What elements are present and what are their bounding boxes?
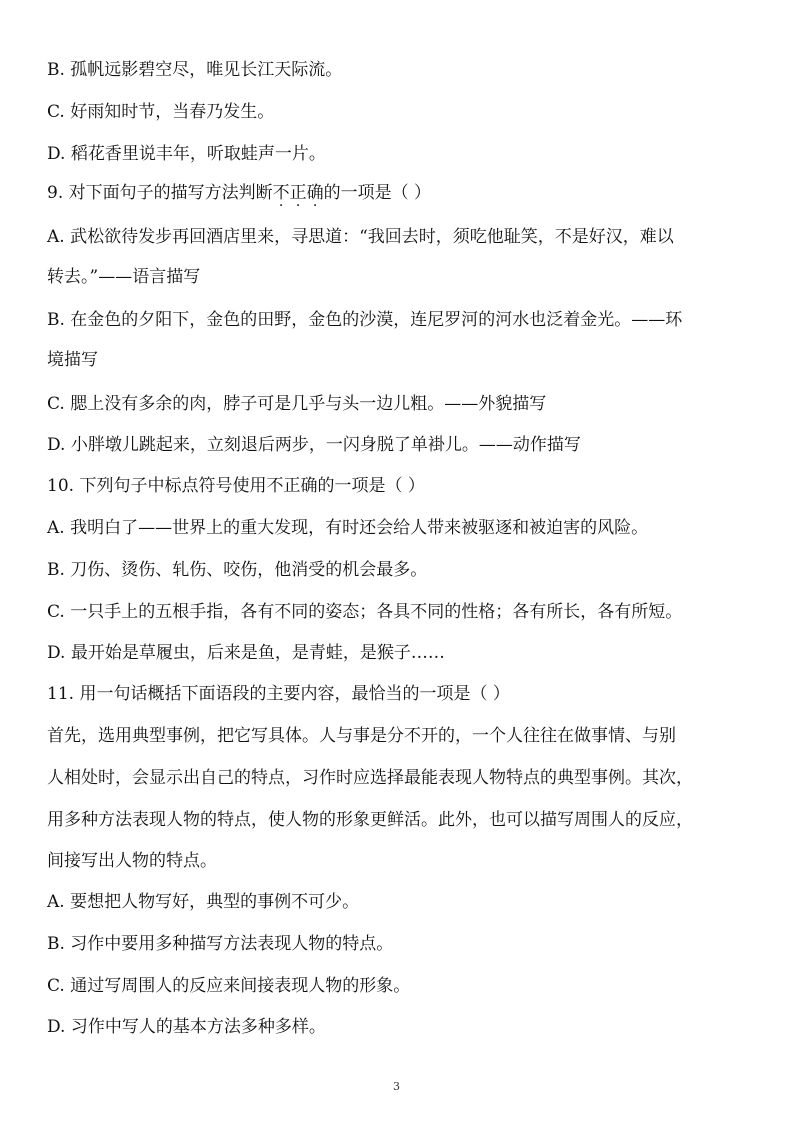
q9-emphasis-char: 正	[289, 183, 307, 203]
q11-passage-line3: 用多种方法表现人物的特点，使人物的形象更鲜活。此外，也可以描写周围人的反应，	[47, 810, 693, 830]
q11-option-d: D. 习作中写人的基本方法多种多样。	[47, 1017, 326, 1037]
q8-option-c: C. 好雨知时节，当春乃发生。	[47, 102, 275, 122]
q9-option-c: C. 腮上没有多余的肉，脖子可是几乎与头一边儿粗。——外貌描写	[47, 394, 547, 414]
q10-option-d: D. 最开始是草履虫，后来是鱼，是青蛙，是猴子……	[47, 643, 445, 663]
q9-stem-start: 9. 对下面句子的描写方法判断	[47, 183, 273, 203]
q9-option-b-line1: B. 在金色的夕阳下，金色的田野，金色的沙漠，连尼罗河的河水也泛着金光。——环	[47, 310, 683, 330]
q10-option-a: A. 我明白了——世界上的重大发现，有时还会给人带来被驱逐和被迫害的风险。	[47, 518, 649, 538]
q10-stem: 10. 下列句子中标点符号使用不正确的一项是（ ）	[47, 476, 425, 496]
page-number: 3	[393, 1080, 400, 1093]
q11-option-c: C. 通过写周围人的反应来间接表现人物的形象。	[47, 976, 411, 996]
q9-stem	[47, 182, 431, 204]
q9-emphasis-char: 不	[272, 183, 290, 203]
q11-passage-line1: 首先，选用典型事例，把它写具体。人与事是分不开的，一个人往往在做事情、与别	[47, 726, 676, 746]
q9-option-d: D. 小胖墩儿跳起来，立刻退后两步，一闪身脱了单褂儿。——动作描写	[47, 435, 581, 455]
q8-option-d: D. 稻花香里说丰年，听取蛙声一片。	[47, 144, 326, 164]
q8-option-b: B. 孤帆远影碧空尽，唯见长江天际流。	[47, 60, 343, 80]
q11-passage-line4: 间接写出人物的特点。	[47, 851, 217, 871]
q11-stem: 11. 用一句话概括下面语段的主要内容，最恰当的一项是（ ）	[47, 684, 510, 704]
q10-option-b: B. 刀伤、烫伤、轧伤、咬伤，他消受的机会最多。	[47, 560, 428, 580]
q10-option-c: C. 一只手上的五根手指，各有不同的姿态；各具不同的性格；各有所长，各有所短。	[47, 602, 683, 622]
q9-option-a-line2: 转去。”——语言描写	[47, 267, 201, 287]
q9-stem-end: 的一项是（ ）	[323, 183, 432, 203]
q9-option-b-line2: 境描写	[47, 350, 98, 370]
q9-emphasis-char: 确	[306, 183, 324, 203]
q11-passage-line2: 人相处时，会显示出自己的特点，习作时应选择最能表现人物特点的典型事例。其次，	[47, 768, 693, 788]
q9-option-a-line1: A. 武松欲待发步再回酒店里来，寻思道：“我回去时，须吃他耻笑，不是好汉，难以	[47, 227, 674, 247]
q11-option-a: A. 要想把人物写好，典型的事例不可少。	[47, 892, 360, 912]
q11-option-b: B. 习作中要用多种描写方法表现人物的特点。	[47, 934, 394, 954]
